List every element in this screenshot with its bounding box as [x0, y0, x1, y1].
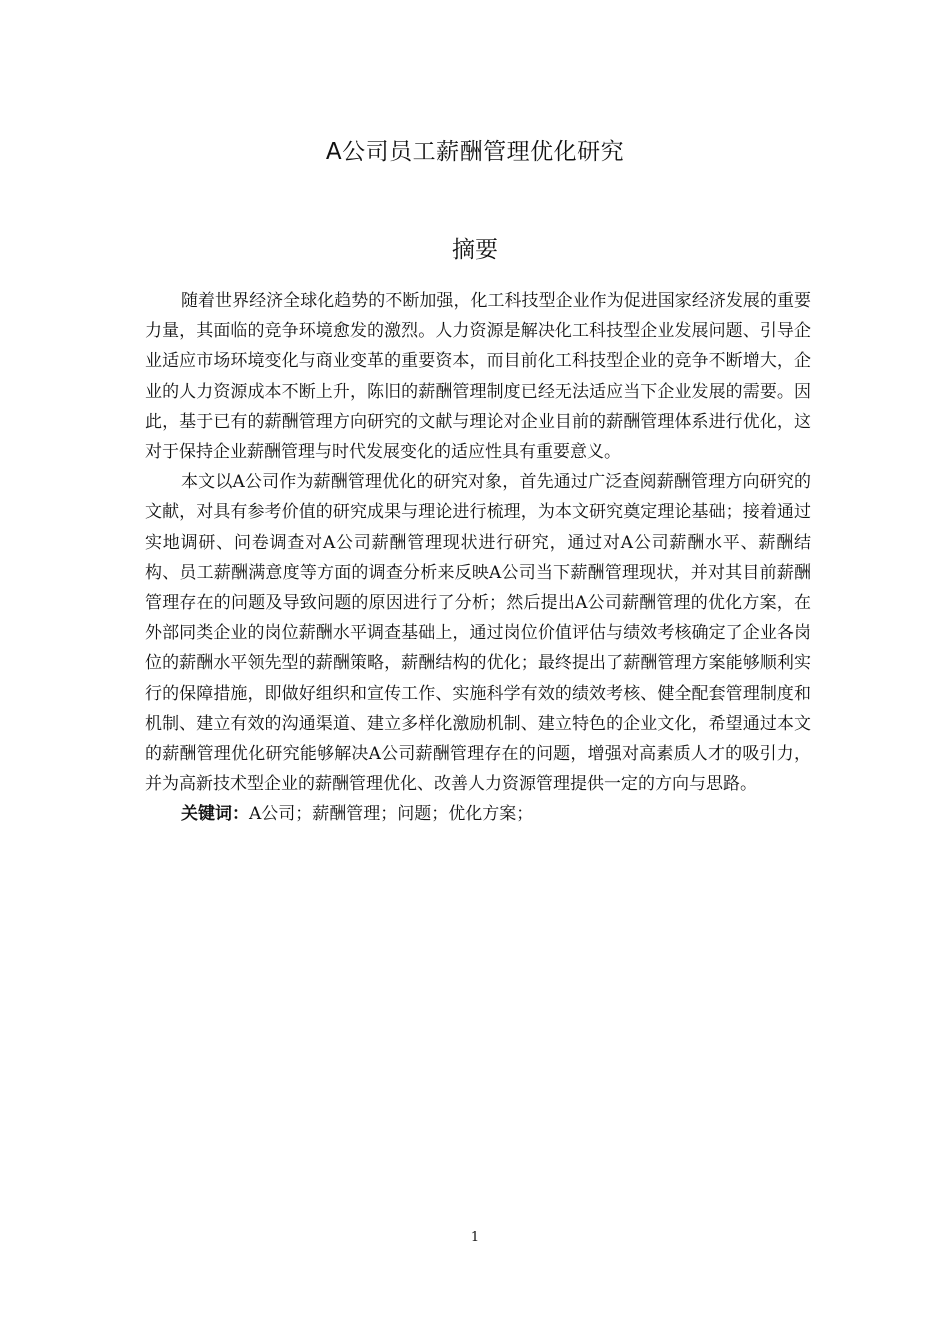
abstract-body	[145, 286, 811, 830]
keywords-text: A公司；薪酬管理；问题；优化方案；	[249, 804, 534, 825]
abstract-heading: 摘要	[452, 237, 498, 263]
abstract-paragraph-1: 随着世界经济全球化趋势的不断加强，化工科技型企业作为促进国家经济发展的重要力量，其面临的竞争环境愈发的激烈。人力资源是解决化工科技型企业发展问题、引导企业适应市场环境变化与商业变革的重要资本，而目前化工科技型企业的竞争不断增大，企业的人力资源成本不断上升，陈旧的薪酬管理制度已经无法适应当下企业发展的需要。因此，基于已有的薪酬管理方向研究的文献与理论对企业目前的薪酬管理体系进行优化，这对于保持企业薪酬管理与时代发展变化的适应性具有重要意义。	[145, 291, 811, 463]
keywords-label: 关键词：	[181, 804, 249, 825]
abstract-paragraph-2: 本文以A公司作为薪酬管理优化的研究对象，首先通过广泛查阅薪酬管理方向研究的文献，对具有参考价值的研究成果与理论进行梳理，为本文研究奠定理论基础；接着通过实地调研、问卷调查对A公司薪酬管理现状进行研究，通过对A公司薪酬水平、薪酬结构、员工薪酬满意度等方面的调查分析来反映A公司当下薪酬管理现状，并对其目前薪酬管理存在的问题及导致问题的原因进行了分析；然后提出A公司薪酬管理的优化方案，在外部同类企业的岗位薪酬水平调查基础上，通过岗位价值评估与绩效考核确定了企业各岗位的薪酬水平领先型的薪酬策略，薪酬结构的优化；最终提出了薪酬管理方案能够顺利实行的保障措施，即做好组织和宣传工作、实施科学有效的绩效考核、健全配套管理制度和机制、建立有效的沟通渠道、建立多样化激励机制、建立特色的企业文化，希望通过本文的薪酬管理优化研究能够解决A公司薪酬管理存在的问题，增强对高素质人才的吸引力，并为高新技术型企业的薪酬管理优化、改善人力资源管理提供一定的方向与思路。	[145, 472, 811, 795]
page-number: 1	[470, 1230, 480, 1245]
document-title: A公司员工薪酬管理优化研究	[325, 139, 625, 165]
keywords-line	[145, 799, 811, 829]
